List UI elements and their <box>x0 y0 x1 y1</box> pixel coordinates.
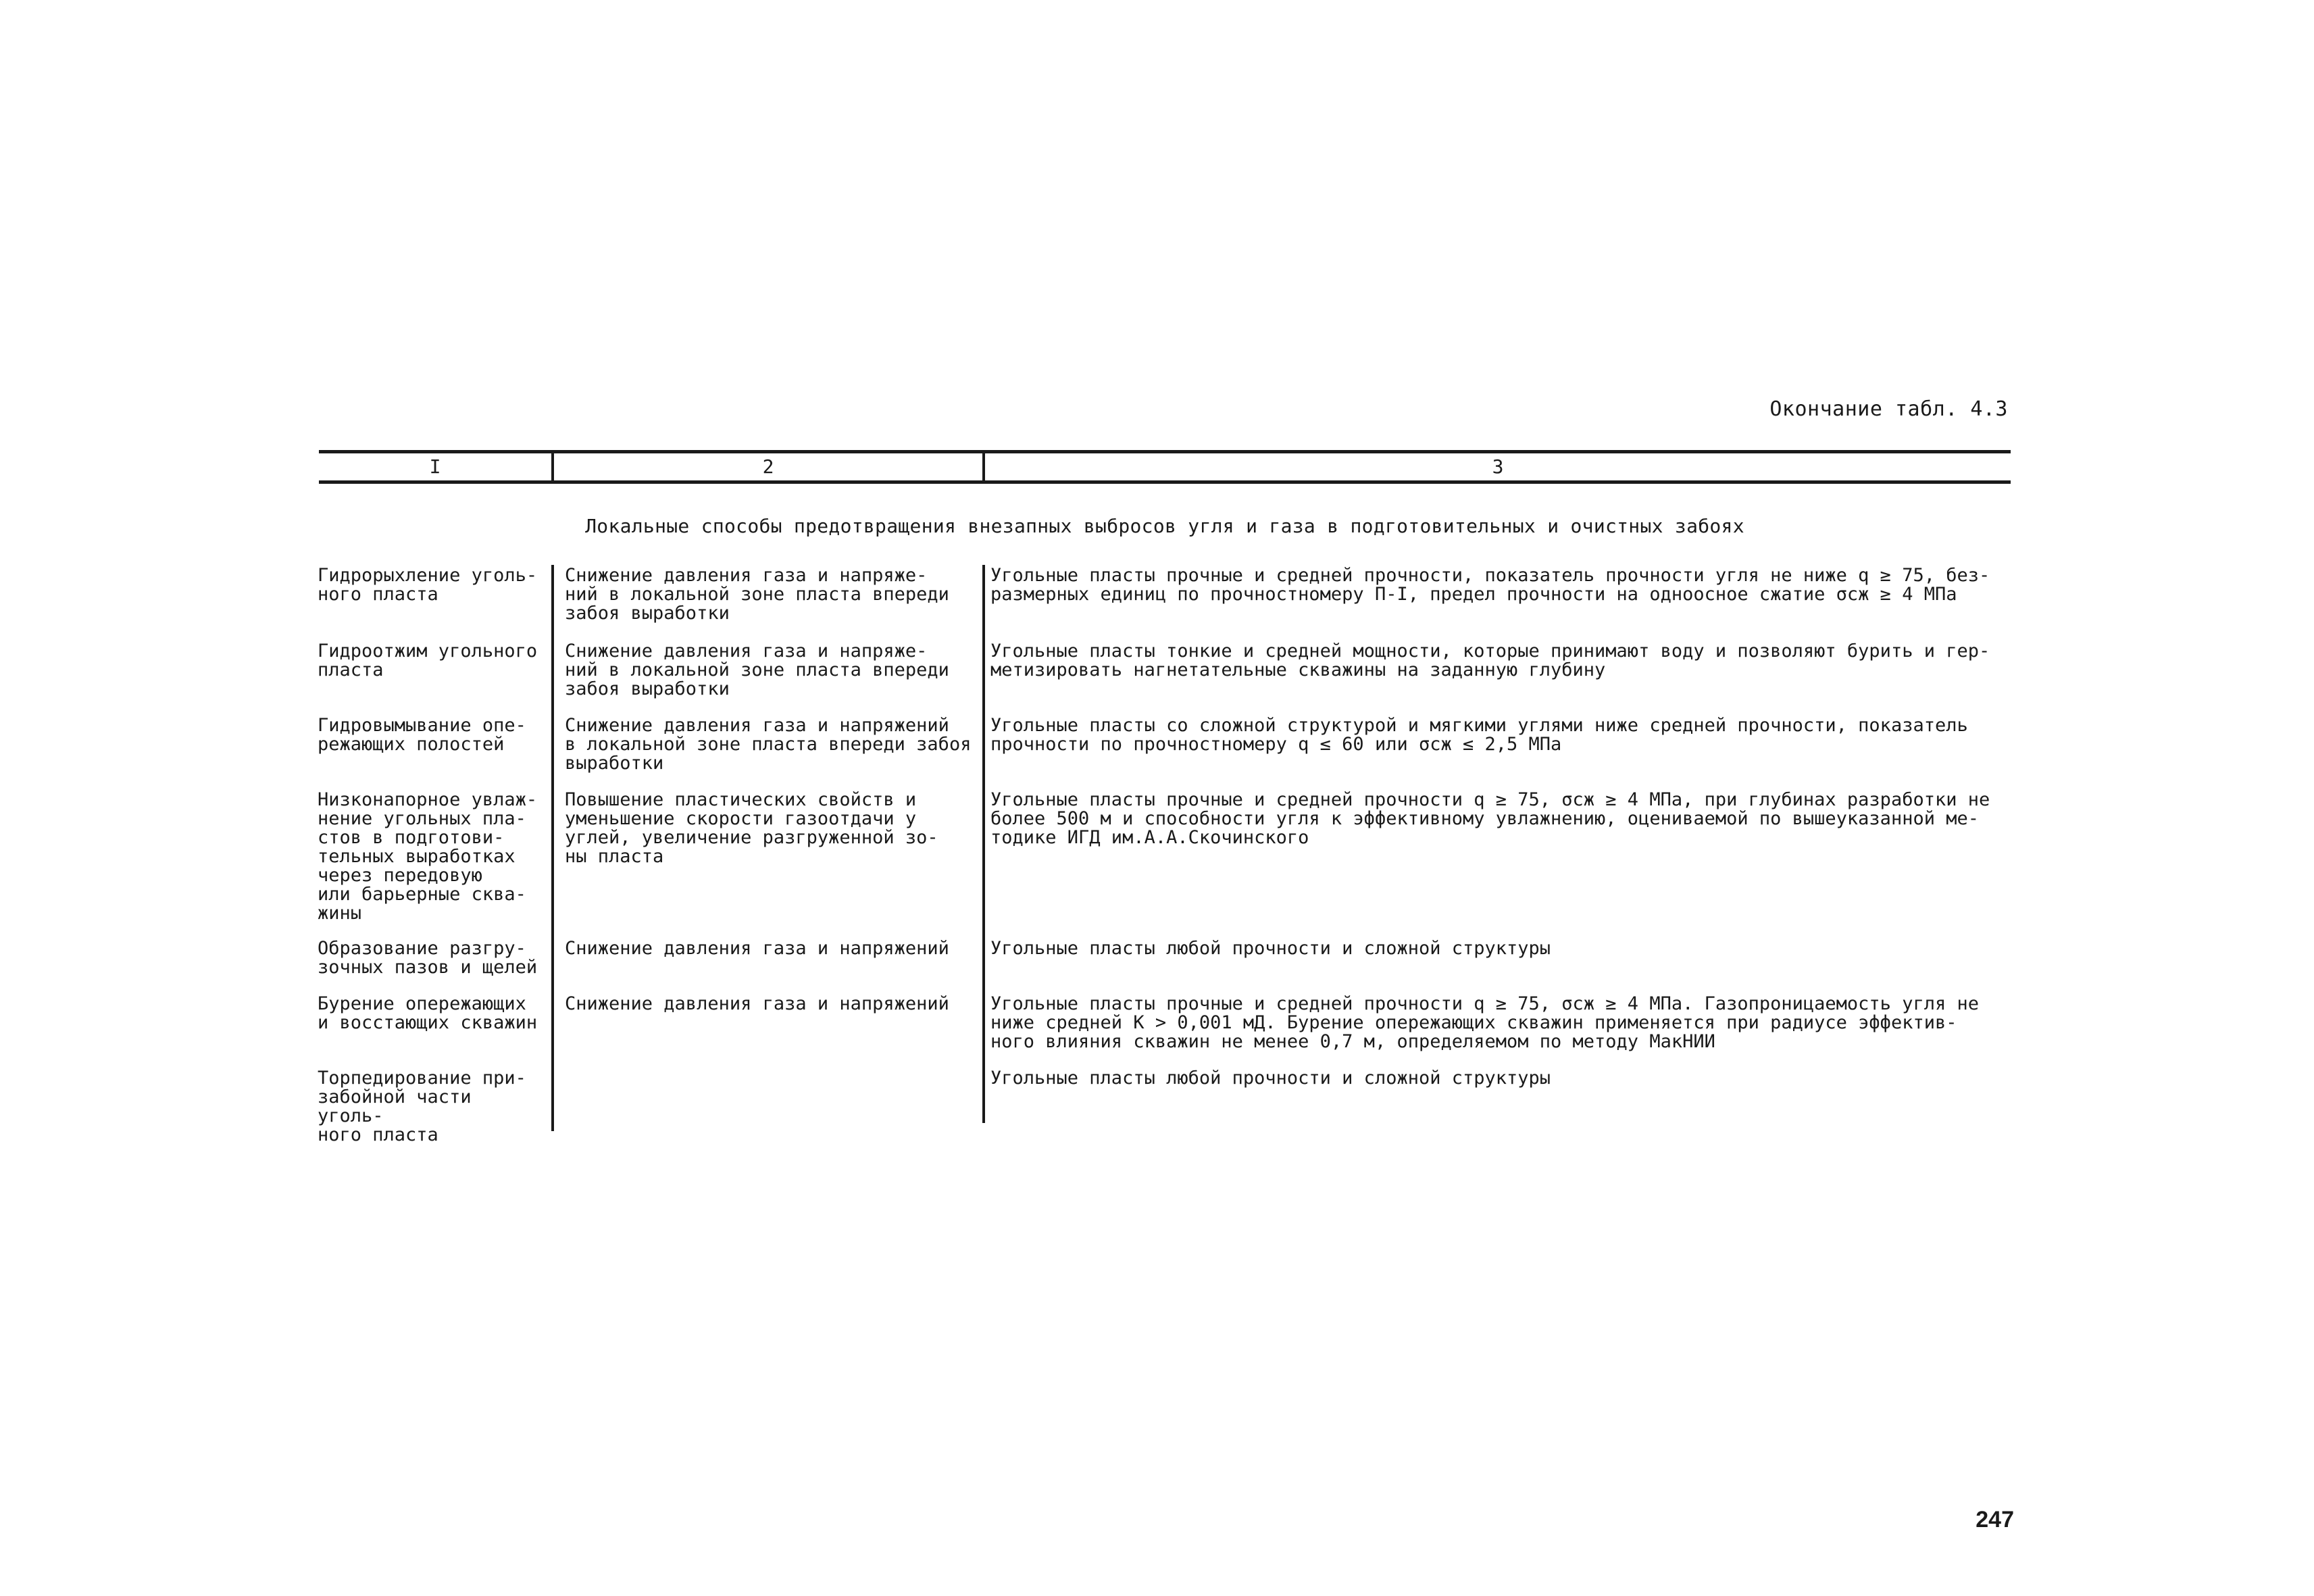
method-cell: Гидрорыхление уголь- ного пласта <box>318 565 538 605</box>
method-cell: Гидровымывание опе- режающих полостей <box>318 715 526 755</box>
conditions-cell: Угольные пласты прочные и средней прочности, показатель прочности угля не ниже q ≥ 75, без- размерных единиц по прочностномеру П-I, предел прочности на одноосное сжатие σсж ≥ 4 МПа <box>990 565 1990 605</box>
method-cell: Торпедирование при- забойной части уголь- ного пласта <box>318 1068 526 1145</box>
method-cell: Бурение опережающих и восстающих скважин <box>318 993 538 1033</box>
table-caption: Окончание табл. 4.3 <box>1769 397 2008 421</box>
conditions-cell: Угольные пласты прочные и средней прочности q ≥ 75, σсж ≥ 4 МПа. Газопроницаемость угля не ниже средней K > 0,001 мД. Бурение опережающих скважин применяется при радиусе эффектив- ного влияния скважин не менее 0,7 м, определяемом по методу МакНИИ <box>990 993 1979 1052</box>
section-title: Локальные способы предотвращения внезапных выбросов угля и газа в подготовительных и очистных забоях <box>585 515 1744 537</box>
effect-cell: Снижение давления газа и напряжений <box>565 938 949 959</box>
effect-cell: Снижение давления газа и напряже- ний в локальной зоне пласта впереди забоя выработки <box>565 641 949 699</box>
method-cell: Образование разгру- зочных пазов и щелей <box>318 938 538 978</box>
effect-cell: Снижение давления газа и напряжений <box>565 993 949 1014</box>
header-col-2: 2 <box>762 455 774 478</box>
conditions-cell: Угольные пласты любой прочности и сложной структуры <box>990 938 1551 959</box>
effect-cell: Снижение давления газа и напряже- ний в локальной зоне пласта впереди забоя выработки <box>565 565 949 624</box>
page-number: 247 <box>1976 1507 2014 1532</box>
method-cell: Низконапорное увлаж- нение угольных пла- стов в подготови- тельных выработках через передовую или барьерные сква- жины <box>318 789 538 924</box>
header-bottom-rule <box>319 480 2011 484</box>
header-col-1: I <box>429 455 441 478</box>
conditions-cell: Угольные пласты со сложной структурой и мягкими углями ниже средней прочности, показатель прочности по прочностномеру q ≤ 60 или σсж ≤ 2,5 МПа <box>990 715 1968 755</box>
conditions-cell: Угольные пласты любой прочности и сложной структуры <box>990 1068 1551 1089</box>
header-col-3: 3 <box>1492 455 1504 478</box>
conditions-cell: Угольные пласты тонкие и средней мощности, которые принимают воду и позволяют бурить и гер- метизировать нагнетательные скважины на заданную глубину <box>990 641 1990 680</box>
column-divider-1 <box>551 565 554 1131</box>
conditions-cell: Угольные пласты прочные и средней прочности q ≥ 75, σсж ≥ 4 МПа, при глубинах разработки не более 500 м и способности угля к эффективному увлажнению, оцениваемой по вышеуказанной ме- тодике ИГД им.А.А.Скочинского <box>990 789 1990 848</box>
method-cell: Гидроотжим угольного пласта <box>318 641 538 680</box>
header-top-rule <box>319 450 2011 453</box>
effect-cell: Снижение давления газа и напряжений в локальной зоне пласта впереди забоя выработки <box>565 715 972 774</box>
effect-cell: Повышение пластических свойств и уменьшение скорости газоотдачи у углей, увеличение разгруженной зо- ны пласта <box>565 789 938 867</box>
